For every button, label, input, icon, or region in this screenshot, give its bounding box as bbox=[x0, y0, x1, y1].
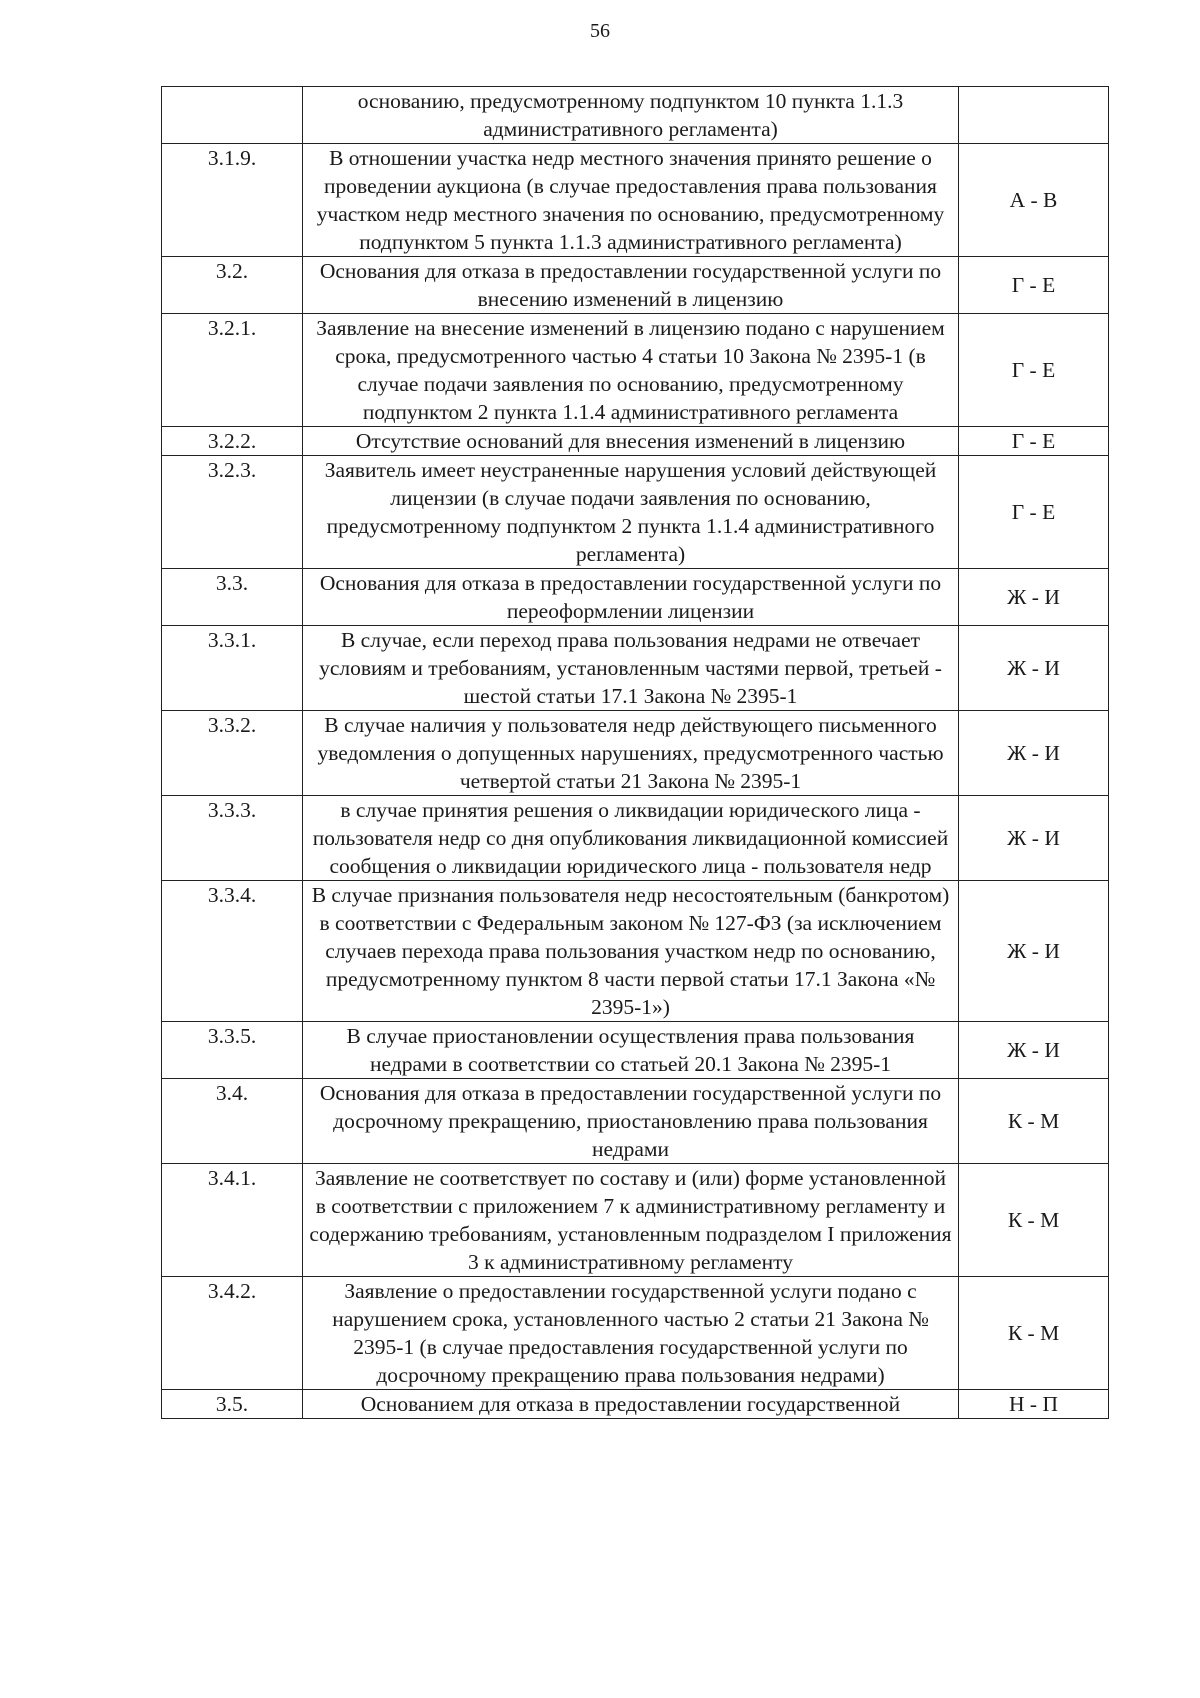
grounds-table bbox=[161, 86, 1109, 1419]
table-row bbox=[162, 1022, 1109, 1079]
table-row bbox=[162, 456, 1109, 569]
row-sections: Г - Е bbox=[959, 456, 1109, 569]
table-row bbox=[162, 87, 1109, 144]
row-sections: Г - Е bbox=[959, 257, 1109, 314]
table-row bbox=[162, 1164, 1109, 1277]
row-text: Основания для отказа в предоставлении государственной услуги по досрочному прекращению, приостановлению права пользования недрами bbox=[303, 1079, 959, 1164]
row-sections: К - М bbox=[959, 1079, 1109, 1164]
row-code: 3.3.4. bbox=[162, 881, 303, 1022]
row-code: 3.5. bbox=[162, 1390, 303, 1419]
table-row bbox=[162, 314, 1109, 427]
row-text: В случае приостановлении осуществления права пользования недрами в соответствии со статьей 20.1 Закона № 2395-1 bbox=[303, 1022, 959, 1079]
table-row bbox=[162, 1079, 1109, 1164]
row-sections: К - М bbox=[959, 1277, 1109, 1390]
row-code: 3.3.2. bbox=[162, 711, 303, 796]
table-row bbox=[162, 881, 1109, 1022]
table-row bbox=[162, 711, 1109, 796]
row-sections: Г - Е bbox=[959, 427, 1109, 456]
row-code: 3.3.1. bbox=[162, 626, 303, 711]
row-sections: Н - П bbox=[959, 1390, 1109, 1419]
table-row bbox=[162, 569, 1109, 626]
row-code: 3.2.3. bbox=[162, 456, 303, 569]
table-row bbox=[162, 1390, 1109, 1419]
row-code: 3.3. bbox=[162, 569, 303, 626]
row-code bbox=[162, 87, 303, 144]
table-row bbox=[162, 626, 1109, 711]
row-text: Отсутствие оснований для внесения изменений в лицензию bbox=[303, 427, 959, 456]
row-text: Заявление на внесение изменений в лицензию подано с нарушением срока, предусмотренного частью 4 статьи 10 Закона № 2395-1 (в случае подачи заявления по основанию, предусмотренному подпунктом 2 пункта 1.1.4 административного регламента bbox=[303, 314, 959, 427]
row-sections: Ж - И bbox=[959, 626, 1109, 711]
row-text: В случае, если переход права пользования недрами не отвечает условиям и требованиям, установленным частями первой, третьей - шестой статьи 17.1 Закона № 2395-1 bbox=[303, 626, 959, 711]
row-text: Заявление не соответствует по составу и (или) форме установленной в соответствии с приложением 7 к административному регламенту и содержанию требованиям, установленным подразделом I приложения 3 к административному регламенту bbox=[303, 1164, 959, 1277]
table-row bbox=[162, 796, 1109, 881]
row-code: 3.4.1. bbox=[162, 1164, 303, 1277]
row-code: 3.3.5. bbox=[162, 1022, 303, 1079]
row-sections: Ж - И bbox=[959, 711, 1109, 796]
row-sections: Ж - И bbox=[959, 881, 1109, 1022]
row-text: Заявитель имеет неустраненные нарушения условий действующей лицензии (в случае подачи заявления по основанию, предусмотренному подпунктом 2 пункта 1.1.4 административного регламента) bbox=[303, 456, 959, 569]
row-text: В отношении участка недр местного значения принято решение о проведении аукциона (в случае предоставления права пользования участком недр местного значения по основанию, предусмотренному подпунктом 5 пункта 1.1.3 административного регламента) bbox=[303, 144, 959, 257]
row-text: В случае наличия у пользователя недр действующего письменного уведомления о допущенных нарушениях, предусмотренного частью четвертой статьи 21 Закона № 2395-1 bbox=[303, 711, 959, 796]
row-text: Заявление о предоставлении государственной услуги подано с нарушением срока, установленного частью 2 статьи 21 Закона № 2395-1 (в случае предоставления государственной услуги по досрочному прекращению права пользования недрами) bbox=[303, 1277, 959, 1390]
table-row bbox=[162, 427, 1109, 456]
row-sections: Ж - И bbox=[959, 569, 1109, 626]
row-text: основанию, предусмотренному подпунктом 10 пункта 1.1.3 административного регламента) bbox=[303, 87, 959, 144]
row-code: 3.2.2. bbox=[162, 427, 303, 456]
row-text: Основания для отказа в предоставлении государственной услуги по переоформлении лицензии bbox=[303, 569, 959, 626]
table-row bbox=[162, 1277, 1109, 1390]
row-code: 3.4.2. bbox=[162, 1277, 303, 1390]
row-sections: Ж - И bbox=[959, 796, 1109, 881]
table-row bbox=[162, 144, 1109, 257]
row-text: в случае принятия решения о ликвидации юридического лица - пользователя недр со дня опубликования ликвидационной комиссией сообщения о ликвидации юридического лица - пользователя недр bbox=[303, 796, 959, 881]
row-code: 3.3.3. bbox=[162, 796, 303, 881]
page-number: 56 bbox=[590, 20, 610, 42]
row-sections: Г - Е bbox=[959, 314, 1109, 427]
table-row bbox=[162, 257, 1109, 314]
row-code: 3.2. bbox=[162, 257, 303, 314]
row-text: Основанием для отказа в предоставлении государственной bbox=[303, 1390, 959, 1419]
row-code: 3.2.1. bbox=[162, 314, 303, 427]
row-sections: Ж - И bbox=[959, 1022, 1109, 1079]
row-text: В случае признания пользователя недр несостоятельным (банкротом) в соответствии с Федеральным законом № 127-ФЗ (за исключением случаев перехода права пользования участком недр по основанию, предусмотренному пунктом 8 части первой статьи 17.1 Закона «№ 2395-1») bbox=[303, 881, 959, 1022]
row-code: 3.4. bbox=[162, 1079, 303, 1164]
grounds-table-body bbox=[162, 87, 1109, 1419]
row-text: Основания для отказа в предоставлении государственной услуги по внесению изменений в лицензию bbox=[303, 257, 959, 314]
row-code: 3.1.9. bbox=[162, 144, 303, 257]
row-sections: К - М bbox=[959, 1164, 1109, 1277]
row-sections bbox=[959, 87, 1109, 144]
row-sections: А - В bbox=[959, 144, 1109, 257]
